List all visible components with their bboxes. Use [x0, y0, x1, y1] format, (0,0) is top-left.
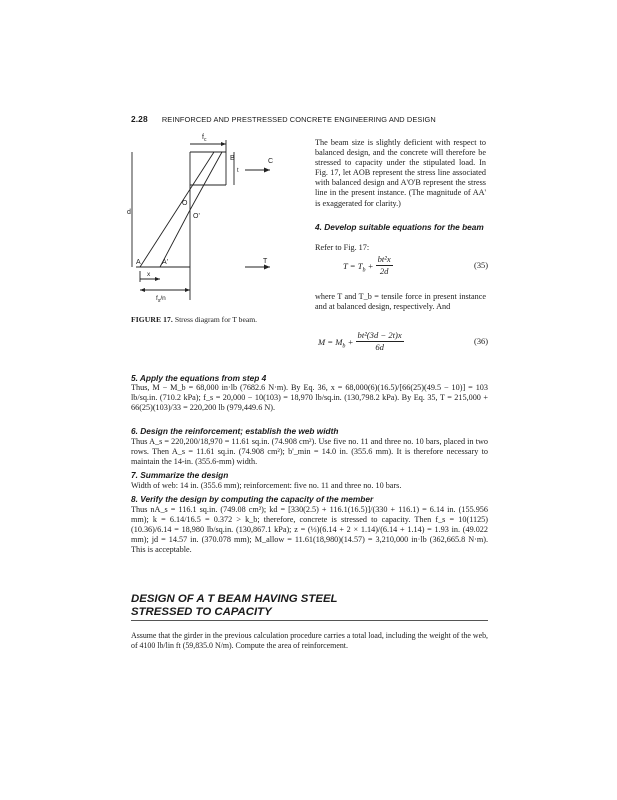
running-header [131, 114, 551, 124]
right-column-intro: The beam size is slightly deficient with respect to balanced design, and the concrete will therefore be stressed to capacity under the stipulated load. In Fig. 17, let AOB represent the stress line associated with balanced design and A'O'B represent the stress line in the present instance. (The magnitude of AA' is exaggerated for clarity.) [315, 138, 486, 208]
o-prime-label: O' [193, 213, 200, 220]
where-text: where T and T_b = tensile force in present instance and at balanced design, respectively. And [315, 292, 486, 312]
step8-body: Thus nA_s = 116.1 sq.in. (749.08 cm²); kd = [330(2.5) + 116.1(16.5)]/(330 + 116.1) = 6.14 in. (155.956 mm); k = 6.14/16.5 = 0.372 > k_b; therefore, concrete is stressed to capacity. Then f_s = 10(1125)(10.36)/6.14 = 18,980 lb/sq.in. (130,867.1 kPa); z = (⅓)(6.14 + 2 × 1.14)/(6.14 + 1.14) = 1.93 in. (49.022 mm); jd = 14.57 in. (370.078 mm); M_allow = 11.61(18,980)(14.57) = 3,210,000 in·lb (362,665.8 N·m). This is acceptable. [131, 505, 488, 555]
section-rule [131, 620, 488, 621]
step6-body: Thus A_s = 220,200/18,970 = 11.61 sq.in. (74.908 cm²). Use five no. 11 and three no. 10 bars, placed in two rows. Then A_s = 11.61 sq.in. (74.908 cm²); b'_min = 14.0 in. (355.6 mm). It is therefore necessary to maintain the 14-in. (355.6-mm) width. [131, 437, 488, 467]
x-label: x [147, 271, 151, 278]
b-label: B [230, 155, 235, 162]
o-label: O [182, 200, 188, 207]
step7-body: Width of web: 14 in. (355.6 mm); reinforcement: five no. 11 and three no. 10 bars. [131, 481, 402, 490]
eq36-lhs: $M = M_b$ + [318, 337, 356, 350]
figure-caption-label: FIGURE 17. [131, 315, 173, 324]
figure-caption-text: Stress diagram for T beam. [174, 315, 258, 324]
equation-36 [318, 330, 488, 353]
page-number: 2.28 [131, 114, 148, 124]
eq35-fraction [376, 254, 393, 277]
eq35-lhs: $T = T_b$ + [343, 261, 376, 274]
figure-caption [131, 315, 257, 324]
step5-body: Thus, M − M_b = 68,000 in·lb (7682.6 N·m). By Eq. 36, x = 68,000(6)(16.5)/[66(25)(49.5 − 10)] = 103 lb/sq.in. (710.2 kPa); f_s = 20,000 − 10(103) = 18,970 lb/sq.in. (130,798.2 kPa). By Eq. 35, T = 215,000 + 66(25)(103)/33 = 220,200 lb (979,449.6 N). [131, 383, 488, 413]
step5-title: 5. Apply the equations from step 4 [131, 373, 267, 383]
t-label: t [237, 168, 239, 174]
eq36-fraction [356, 330, 404, 353]
a-prime-label: A' [162, 259, 169, 266]
section-title-line2: STRESSED TO CAPACITY [131, 605, 272, 618]
d-label: d [127, 209, 131, 216]
stress-line-aob [140, 152, 214, 267]
stress-line-aprime-oprime-b [190, 152, 222, 210]
section-title [131, 593, 488, 618]
c-label: C [268, 158, 274, 165]
running-title: REINFORCED AND PRESTRESSED CONCRETE ENGINEERING AND DESIGN [161, 115, 436, 124]
section-paragraph: Assume that the girder in the previous calculation procedure carries a total load, including the weight of the web, of 4100 lb/lin ft (59,835.0 N/m). Compute the area of reinforcement. [131, 631, 488, 651]
stress-diagram-figure [127, 130, 295, 312]
step7-title: 7. Summarize the design [131, 470, 229, 480]
eq35-denominator: 2d [379, 266, 389, 276]
fc-label: $f_c$ [202, 134, 207, 143]
section-title-line1: DESIGN OF A T BEAM HAVING STEEL [131, 593, 338, 605]
eq36-number: (36) [474, 337, 488, 346]
eq36-denominator: 6d [375, 342, 384, 352]
step8-title: 8. Verify the design by computing the capacity of the member [131, 494, 374, 504]
a-label: A [136, 259, 141, 266]
step4-title: 4. Develop suitable equations for the beam [315, 222, 484, 232]
t-force-label: T [263, 258, 268, 265]
fsn-label: $f_s/n$ [156, 295, 166, 304]
step4-ref: Refer to Fig. 17: [315, 243, 370, 252]
eq35-numerator: bt²x [377, 254, 391, 264]
equation-35 [343, 254, 488, 277]
eq35-number: (35) [474, 261, 488, 270]
eq36-numerator: bt²(3d − 2t)x [357, 330, 402, 340]
step6-title: 6. Design the reinforcement; establish the web width [131, 426, 339, 436]
